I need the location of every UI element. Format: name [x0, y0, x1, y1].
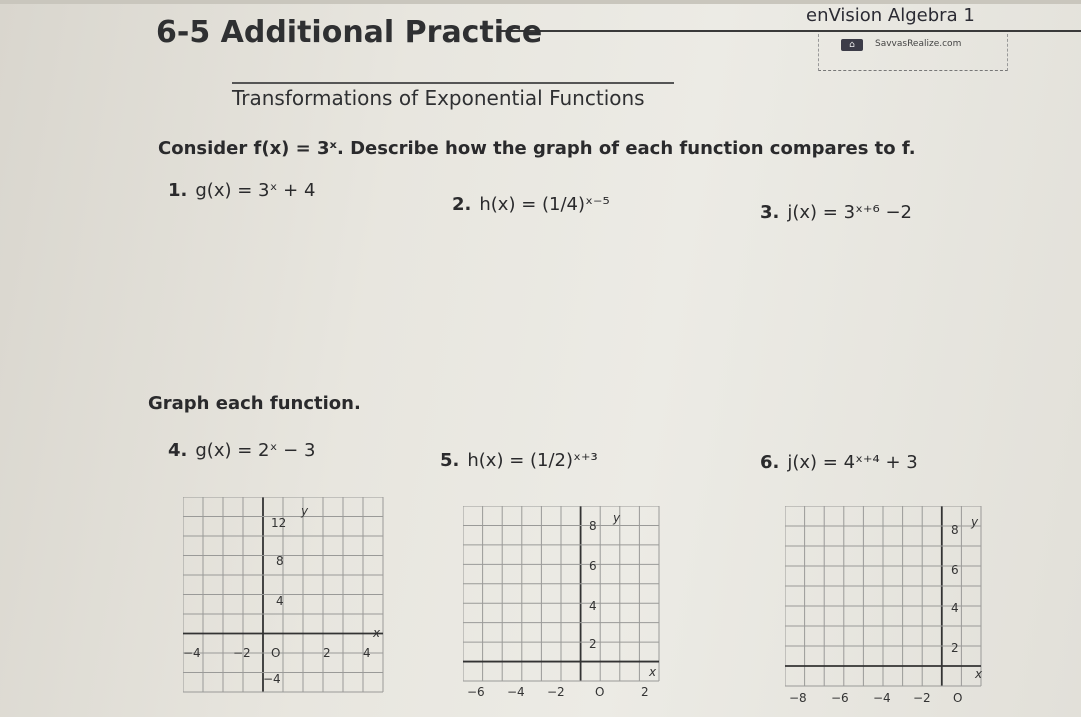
problem-3 — [760, 202, 912, 223]
problem-1 — [168, 180, 315, 201]
title-rule — [232, 82, 674, 84]
logo-text: SavvasRealize.com — [875, 39, 962, 49]
section2-instruction: Graph each function. — [148, 393, 361, 414]
origin-label: O — [271, 646, 281, 660]
x-tick-label: 2 — [323, 646, 331, 660]
x-tick-label: −2 — [913, 691, 931, 705]
logo-box — [818, 34, 1008, 71]
y-tick-label: 8 — [589, 519, 597, 533]
x-tick-label: 4 — [363, 646, 371, 660]
coordinate-grid-6 — [785, 506, 985, 711]
problem-expression: j(x) = 3ˣ⁺⁶ −2 — [787, 202, 913, 223]
problem-expression: h(x) = (1/4)ˣ⁻⁵ — [479, 194, 610, 215]
series-name: enVision Algebra 1 — [806, 5, 975, 26]
y-axis-label: y — [613, 511, 621, 525]
y-tick-label: 6 — [589, 559, 597, 573]
problem-number: 6. — [760, 452, 780, 473]
section1-instruction: Consider f(x) = 3ˣ. Describe how the graph of each function compares to f. — [158, 138, 916, 159]
top-margin-strip — [0, 0, 1081, 4]
lesson-title: 6-5 Additional Practice — [156, 15, 543, 50]
y-tick-label: 12 — [271, 516, 287, 530]
x-tick-label: −4 — [183, 646, 201, 660]
y-tick-label: −4 — [263, 672, 281, 686]
x-axis-label: x — [373, 626, 381, 640]
header-rule — [500, 30, 1081, 32]
logo-badge-icon: ⌂ — [841, 39, 863, 51]
x-axis-label: x — [975, 667, 983, 681]
y-tick-label: 4 — [951, 601, 959, 615]
y-tick-label: 8 — [951, 523, 959, 537]
x-tick-label: −8 — [789, 691, 807, 705]
y-tick-label: 8 — [276, 554, 284, 568]
problem-number: 4. — [168, 440, 188, 461]
y-tick-label: 6 — [951, 563, 959, 577]
x-tick-label: −6 — [467, 685, 485, 699]
y-tick-label: 4 — [589, 599, 597, 613]
y-tick-label: 2 — [589, 637, 597, 651]
grid-lines — [463, 506, 659, 681]
problem-5 — [440, 450, 598, 471]
x-tick-label: 2 — [641, 685, 649, 699]
problem-expression: h(x) = (1/2)ˣ⁺³ — [467, 450, 598, 471]
y-tick-label: 4 — [276, 594, 284, 608]
x-tick-label: −2 — [547, 685, 565, 699]
lesson-subtitle: Transformations of Exponential Functions — [232, 86, 645, 110]
coordinate-grid-5 — [463, 506, 663, 704]
x-tick-label: −6 — [831, 691, 849, 705]
origin-label: O — [595, 685, 605, 699]
coordinate-grid-4 — [183, 497, 388, 697]
problem-2 — [452, 194, 610, 215]
problem-expression: j(x) = 4ˣ⁺⁴ + 3 — [787, 452, 918, 473]
y-tick-label: 2 — [951, 641, 959, 655]
y-axis-label: y — [971, 515, 979, 529]
problem-expression: g(x) = 2ˣ − 3 — [195, 440, 316, 461]
problem-expression: g(x) = 3ˣ + 4 — [195, 180, 316, 201]
problem-4 — [168, 440, 315, 461]
y-axis-label: y — [301, 504, 309, 518]
x-tick-label: −4 — [873, 691, 891, 705]
problem-number: 5. — [440, 450, 460, 471]
x-tick-label: −2 — [233, 646, 251, 660]
origin-label: O — [953, 691, 963, 705]
x-axis-label: x — [649, 665, 657, 679]
x-tick-label: −4 — [507, 685, 525, 699]
problem-number: 1. — [168, 180, 188, 201]
problem-number: 2. — [452, 194, 472, 215]
problem-number: 3. — [760, 202, 780, 223]
problem-6 — [760, 452, 918, 473]
